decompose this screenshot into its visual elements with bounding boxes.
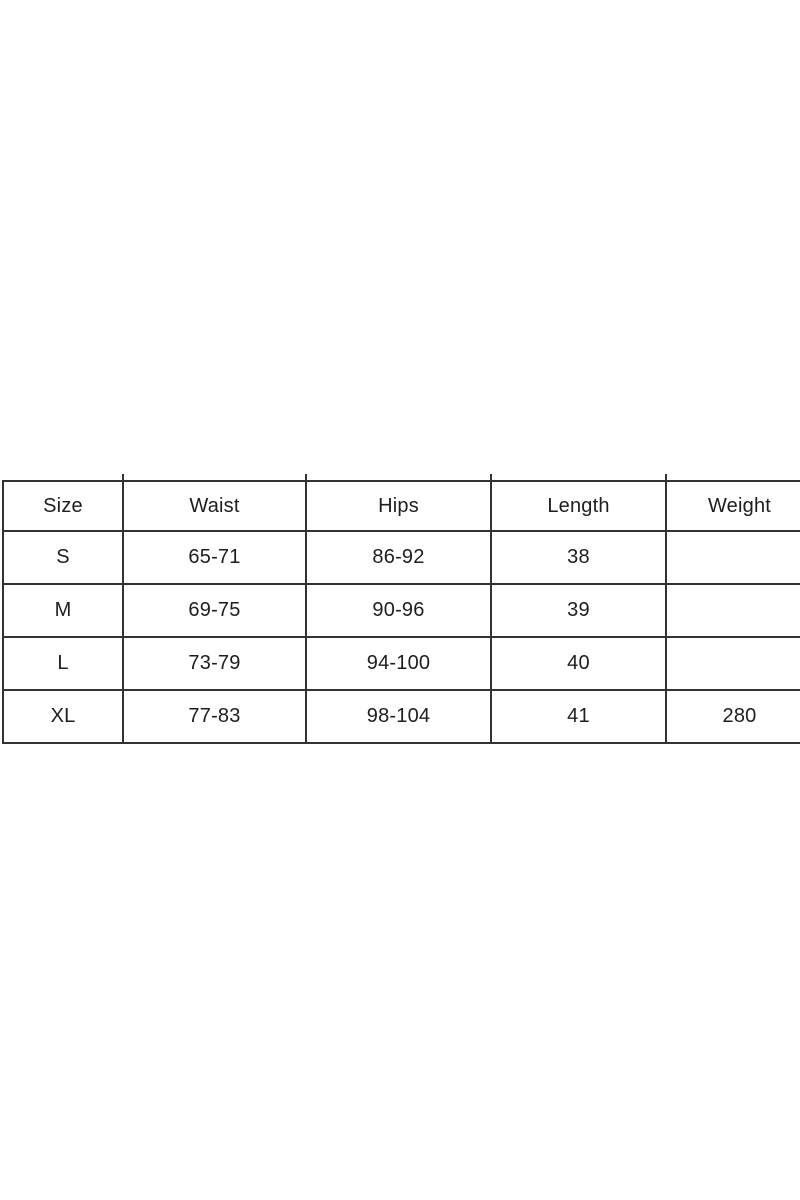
- header-cell-size: Size: [3, 481, 123, 531]
- cell-hips: 90-96: [306, 584, 491, 637]
- cell-size: L: [3, 637, 123, 690]
- cell-waist: 77-83: [123, 690, 306, 743]
- cell-weight: [666, 531, 800, 584]
- cell-hips: 94-100: [306, 637, 491, 690]
- cell-waist: 73-79: [123, 637, 306, 690]
- table-row-s: [3, 531, 800, 584]
- cell-length: 38: [491, 531, 666, 584]
- size-table: [2, 480, 800, 744]
- cell-weight: [666, 584, 800, 637]
- table-row-xl: [3, 690, 800, 743]
- table-row-l: [3, 637, 800, 690]
- header-cell-weight: Weight: [666, 481, 800, 531]
- header-cell-length: Length: [491, 481, 666, 531]
- column-divider-tick: [305, 474, 307, 482]
- cell-hips: 98-104: [306, 690, 491, 743]
- cell-length: 40: [491, 637, 666, 690]
- size-chart-table: [2, 474, 800, 744]
- cell-weight: 280: [666, 690, 800, 743]
- cell-weight: [666, 637, 800, 690]
- column-divider-tick: [122, 474, 124, 482]
- cell-hips: 86-92: [306, 531, 491, 584]
- cell-waist: 69-75: [123, 584, 306, 637]
- cell-length: 39: [491, 584, 666, 637]
- table-row-m: [3, 584, 800, 637]
- header-row: [3, 481, 800, 531]
- cell-waist: 65-71: [123, 531, 306, 584]
- cell-size: XL: [3, 690, 123, 743]
- cell-size: M: [3, 584, 123, 637]
- header-cell-hips: Hips: [306, 481, 491, 531]
- column-divider-tick: [490, 474, 492, 482]
- column-divider-tick: [665, 474, 667, 482]
- cell-size: S: [3, 531, 123, 584]
- header-cell-waist: Waist: [123, 481, 306, 531]
- cell-length: 41: [491, 690, 666, 743]
